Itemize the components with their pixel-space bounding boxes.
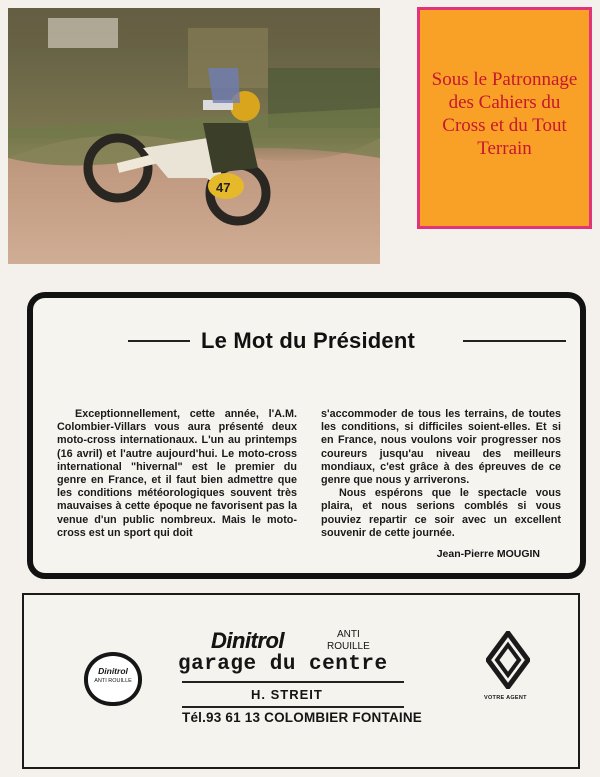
owner-name: H. STREIT xyxy=(251,687,323,702)
ad-rule-top xyxy=(182,681,404,683)
patronage-text: Sous le Patronnage des Cahiers du Cross et du Tout Terrain xyxy=(431,69,578,159)
president-message-box xyxy=(27,292,586,579)
anti-rouille xyxy=(327,629,370,653)
title-rule-left xyxy=(128,340,190,342)
title-row xyxy=(43,328,572,356)
right-column xyxy=(321,408,561,540)
rouille-label: ROUILLE xyxy=(327,641,370,652)
ad-rule-bottom xyxy=(182,706,404,708)
oval-brand: Dinitrol xyxy=(98,666,128,676)
signature: Jean-Pierre MOUGIN xyxy=(436,548,540,560)
title-rule-right xyxy=(463,340,566,342)
oval-sub: ANTI ROUILLE xyxy=(94,678,132,684)
garage-advertisement xyxy=(22,593,580,769)
race-number: 47 xyxy=(216,180,231,195)
left-paragraph: Exceptionnellement, cette année, l'A.M. Colombier-Villars vous aura présenté deux moto-cross internationaux. L'un au printemps (16 avril) et l'autre aujourd'hui. Le moto-cross international "hivernal" est le premier du genre en France, et il faut bien admettre que les conditions météorologiques souvent très mauvaises à cette époque ne favorisent pas la venue d'un public nombreux. Mais le moto-cross est un sport qui doit xyxy=(57,408,297,539)
motocross-photo xyxy=(8,8,380,264)
brand-name: Dinitrol xyxy=(211,628,284,653)
renault-diamond-icon xyxy=(486,631,530,694)
right-paragraph-2: Nous espérons que le spectacle vous plaira, et nous serions comblés si vous pouviez repartir ce soir avec un excellent souvenir de cette journée. xyxy=(321,487,561,539)
left-column xyxy=(57,408,297,540)
dinitrol-oval-logo xyxy=(84,652,142,706)
anti-label: ANTI xyxy=(337,629,360,640)
president-title: Le Mot du Président xyxy=(201,328,416,353)
agent-label: VOTRE AGENT xyxy=(484,695,527,701)
patronage-box xyxy=(417,7,592,229)
right-paragraph-1: s'accommoder de tous les terrains, de toutes les conditions, si difficiles soient-elles. Et si en France, nous voulons voir progresser nos coureurs jusqu'au niveau des meilleurs mondiaux, c'est grâce à des épreuves de ce genre que nous y arriverons. xyxy=(321,408,561,487)
contact-line: Tél.93 61 13 COLOMBIER FONTAINE xyxy=(182,710,422,725)
garage-name: garage du centre xyxy=(178,653,388,676)
